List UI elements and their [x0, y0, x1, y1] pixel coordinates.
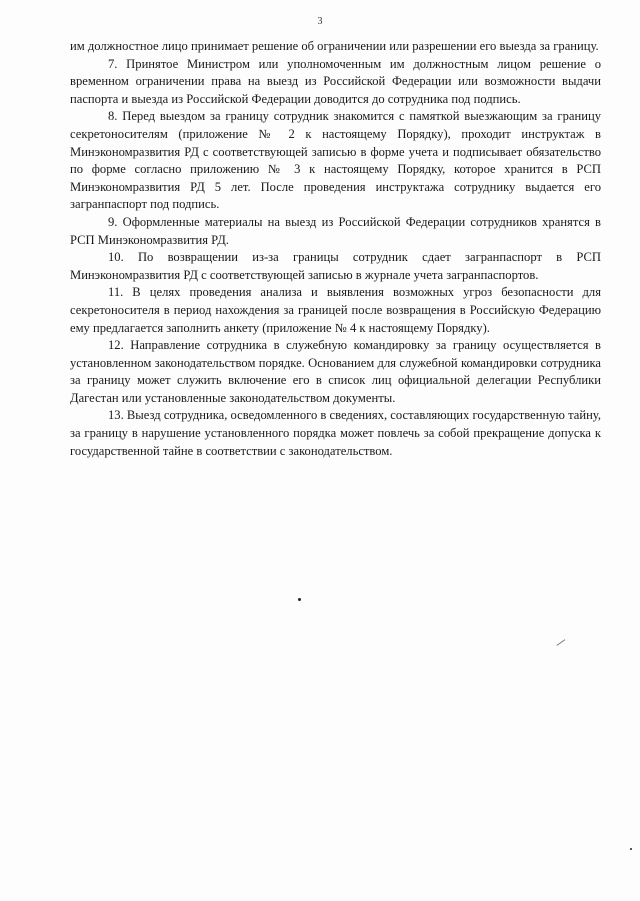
paragraph-7: 7. Принятое Министром или уполномоченным им должностным лицом решение о временном ограничении права на выезд из Российской Федерации или возможности выдачи паспорта и выезда из Российской Федерации доводится до сотрудника под подпись. [70, 56, 601, 106]
document-body [70, 38, 601, 460]
page-number: 3 [317, 16, 323, 27]
scan-mark [557, 639, 566, 646]
paragraph-9: 9. Оформленные материалы на выезд из Российской Федерации сотрудников хранятся в РСП Минэкономразвития РД. [70, 214, 601, 247]
paragraph-11: 11. В целях проведения анализа и выявления возможных угроз безопасности для секретоносителя в период нахождения за границей после возвращения в Российскую Федерацию ему предлагается заполнить анкету (приложение № 4 к настоящему Порядку). [70, 285, 601, 335]
paragraph-13: 13. Выезд сотрудника, осведомленного в сведениях, составляющих государственную тайну, за границу в нарушение установленного порядка может повлечь за собой прекращение допуска к государственной тайне в соответствии с законодательством. [70, 408, 601, 458]
scan-speck [630, 848, 632, 850]
paragraph-12: 12. Направление сотрудника в служебную командировку за границу осуществляется в установленном законодательством порядке. Основанием для служебной командировки сотрудника за границу может служить включение его в список лиц официальной делегации Республики Дагестан или установленные законодательством документы. [70, 338, 601, 405]
paragraph-10: 10. По возвращении из-за границы сотрудник сдает загранпаспорт в РСП Минэкономразвития РД с соответствующей записью в журнале учета загранпаспортов. [70, 250, 601, 282]
scan-speck [298, 598, 301, 601]
paragraph-continuation: им должностное лицо принимает решение об ограничении или разрешении его выезда за границу. [70, 39, 599, 53]
paragraph-8: 8. Перед выездом за границу сотрудник знакомится с памяткой выезжающим за границу секретоносителям (приложение № 2 к настоящему Порядку), проходит инструктаж в Минэкономразвития РД с соответствующей записью в форме учета и подписывает обязательство по форме согласно приложению № 3 к настоящему Порядку, которое хранится в РСП Минэкономразвития РД 5 лет. После проведения инструктажа сотруднику выдается его загранпаспорт под подпись. [70, 109, 601, 212]
